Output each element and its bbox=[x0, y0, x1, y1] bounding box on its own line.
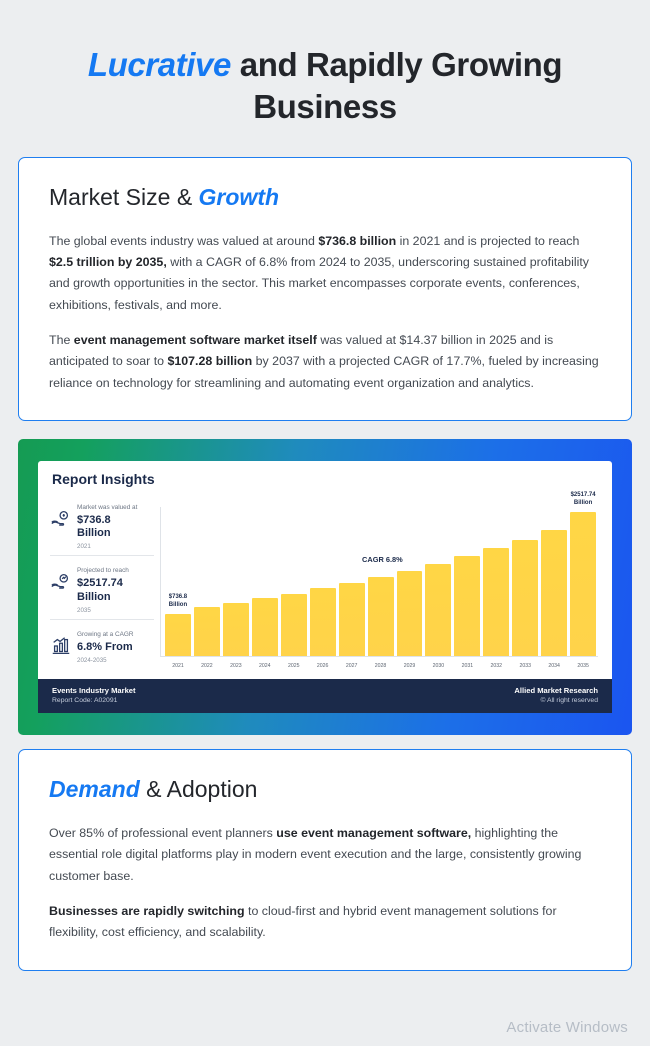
text-fragment: highlighting the essential role digital platforms play in modern event execution and the large, consistently growing customer base. bbox=[49, 825, 582, 883]
bar-value-label: $736.8 Billion bbox=[168, 594, 188, 608]
bar-group bbox=[541, 507, 567, 670]
market-size-paragraph-2 bbox=[49, 330, 601, 394]
text-emphasis: $2.5 trillion by 2035, bbox=[49, 255, 167, 270]
bar-x-label: 2021 bbox=[172, 663, 184, 670]
hand-growth-icon bbox=[50, 571, 72, 593]
stat-text bbox=[77, 623, 133, 664]
market-size-paragraph-1 bbox=[49, 231, 601, 316]
bar-x-label: 2029 bbox=[403, 663, 416, 670]
bar-chart-icon bbox=[50, 635, 72, 657]
bar bbox=[339, 583, 365, 656]
market-size-title bbox=[49, 184, 601, 211]
bar bbox=[281, 594, 307, 657]
stat-caption: Projected to reach bbox=[77, 567, 129, 575]
bar-x-label: 2027 bbox=[345, 663, 358, 670]
bar-x-label: 2032 bbox=[490, 663, 503, 670]
text-emphasis: $736.8 billion bbox=[318, 233, 397, 248]
stat-sub: 2035 bbox=[77, 606, 91, 614]
stat-item bbox=[50, 493, 154, 556]
bar-group bbox=[368, 507, 394, 670]
bar-group bbox=[397, 507, 423, 670]
bar-group bbox=[223, 507, 249, 670]
demand-title-accent: Demand bbox=[49, 775, 140, 802]
market-size-title-accent: Growth bbox=[198, 183, 280, 210]
bar-group bbox=[165, 507, 191, 670]
bar bbox=[368, 577, 394, 656]
text-fragment: with a CAGR of 6.8% from 2024 to 2035, underscoring sustained profitability and growth opportunities in the sector. This market encompasses corporate events, conferences, exhibitions, festivals, and more. bbox=[49, 255, 589, 312]
bar-group bbox=[252, 507, 278, 670]
bar-group bbox=[339, 507, 365, 670]
text-fragment: The global events industry was valued at around bbox=[49, 233, 319, 248]
hand-coin-icon bbox=[50, 508, 72, 530]
stat-value: 6.8% From bbox=[77, 640, 133, 653]
market-size-card bbox=[18, 157, 632, 421]
stat-value: $2517.74 bbox=[77, 577, 123, 590]
report-panel bbox=[38, 461, 612, 713]
bar bbox=[310, 588, 336, 656]
bar-x-label: 2031 bbox=[461, 663, 474, 670]
report-footer bbox=[38, 679, 612, 713]
stat-text bbox=[77, 496, 137, 550]
bar-x-label: 2035 bbox=[577, 663, 589, 670]
stat-caption: Market was valued at bbox=[77, 503, 138, 511]
text-fragment: in 2021 and is projected to reach bbox=[396, 233, 580, 248]
bar-x-label: 2024 bbox=[259, 663, 271, 670]
report-infographic bbox=[18, 439, 632, 735]
bar-value-label: $2517.74 Billion bbox=[570, 492, 596, 506]
report-footer-left bbox=[52, 685, 136, 706]
activate-windows-watermark: Activate Windows bbox=[506, 1019, 628, 1037]
text-emphasis: event management software market itself bbox=[73, 333, 317, 347]
demand-paragraph-1 bbox=[49, 823, 601, 887]
bar bbox=[252, 598, 278, 656]
text-fragment: to cloud-first and hybrid event management solutions for flexibility, cost efficiency, and scalability. bbox=[49, 903, 557, 940]
footer-rights: © All right reserved bbox=[540, 697, 598, 705]
text-fragment: The bbox=[49, 333, 74, 347]
bar bbox=[512, 540, 538, 656]
text-fragment: Over 85% of professional event planners bbox=[49, 825, 277, 840]
bar bbox=[541, 530, 567, 656]
stat-item bbox=[50, 556, 154, 619]
bar-x-label: 2022 bbox=[201, 663, 213, 670]
page-root bbox=[0, 22, 650, 1046]
footer-publisher: Allied Market Research bbox=[514, 686, 598, 696]
stat-sub: 2021 bbox=[77, 543, 91, 551]
text-fragment: by 2037 with a projected CAGR of 17.7%, fueled by increasing reliance on technology for streamlining and automating event organization and analytics. bbox=[49, 354, 599, 390]
stat-caption: Growing at a CAGR bbox=[77, 630, 134, 638]
report-panel-title: Report Insights bbox=[52, 470, 155, 487]
bar-group bbox=[570, 492, 596, 670]
stat-value-unit: Billion bbox=[77, 590, 111, 603]
bar-group bbox=[454, 507, 480, 670]
bar-group bbox=[425, 507, 451, 670]
report-footer-right bbox=[514, 685, 598, 706]
page-title bbox=[18, 22, 632, 134]
bar-x-label: 2034 bbox=[548, 663, 560, 670]
stat-value: $736.8 bbox=[77, 513, 111, 526]
bar-x-label: 2026 bbox=[316, 663, 329, 670]
market-size-title-plain: Market Size & bbox=[49, 183, 199, 210]
bar-x-label: 2030 bbox=[432, 663, 445, 670]
stat-value-unit: Billion bbox=[77, 527, 111, 540]
page-title-rest: and Rapidly Growing Business bbox=[230, 46, 563, 126]
report-body bbox=[38, 493, 612, 679]
stat-sub: 2024-2035 bbox=[77, 656, 107, 664]
text-emphasis: Businesses are rapidly switching bbox=[49, 903, 245, 918]
bar bbox=[570, 512, 596, 656]
bar-x-label: 2028 bbox=[374, 663, 387, 670]
bar bbox=[454, 556, 480, 656]
demand-title-plain: & Adoption bbox=[139, 775, 258, 802]
bar bbox=[194, 607, 220, 656]
stat-text bbox=[77, 559, 129, 613]
stat-item bbox=[50, 620, 154, 669]
bar-group bbox=[194, 507, 220, 670]
bar-x-label: 2023 bbox=[230, 663, 242, 670]
demand-adoption-card bbox=[18, 749, 632, 971]
bar bbox=[483, 548, 509, 656]
bar-chart bbox=[160, 492, 598, 670]
text-fragment: was valued at $14.37 billion in 2025 and is anticipated to soar to bbox=[49, 333, 554, 369]
bar bbox=[165, 614, 191, 656]
stat-column bbox=[50, 493, 154, 679]
text-emphasis: use event management software, bbox=[276, 825, 472, 840]
bar bbox=[223, 603, 249, 656]
cagr-annotation: CAGR 6.8% bbox=[362, 554, 403, 564]
footer-market-name: Events Industry Market bbox=[52, 686, 136, 696]
bar-group bbox=[310, 507, 336, 670]
page-title-accent: Lucrative bbox=[87, 46, 231, 84]
text-emphasis: $107.28 billion bbox=[167, 354, 253, 369]
bar-group bbox=[483, 507, 509, 670]
bar bbox=[397, 571, 423, 656]
bar bbox=[425, 564, 451, 656]
bar-group bbox=[281, 507, 307, 670]
demand-paragraph-2 bbox=[49, 901, 601, 944]
bar-group bbox=[512, 507, 538, 670]
footer-report-code: Report Code: A02091 bbox=[52, 697, 118, 705]
demand-adoption-title bbox=[49, 776, 601, 803]
bar-x-label: 2025 bbox=[287, 663, 300, 670]
bar-x-label: 2033 bbox=[519, 663, 531, 670]
